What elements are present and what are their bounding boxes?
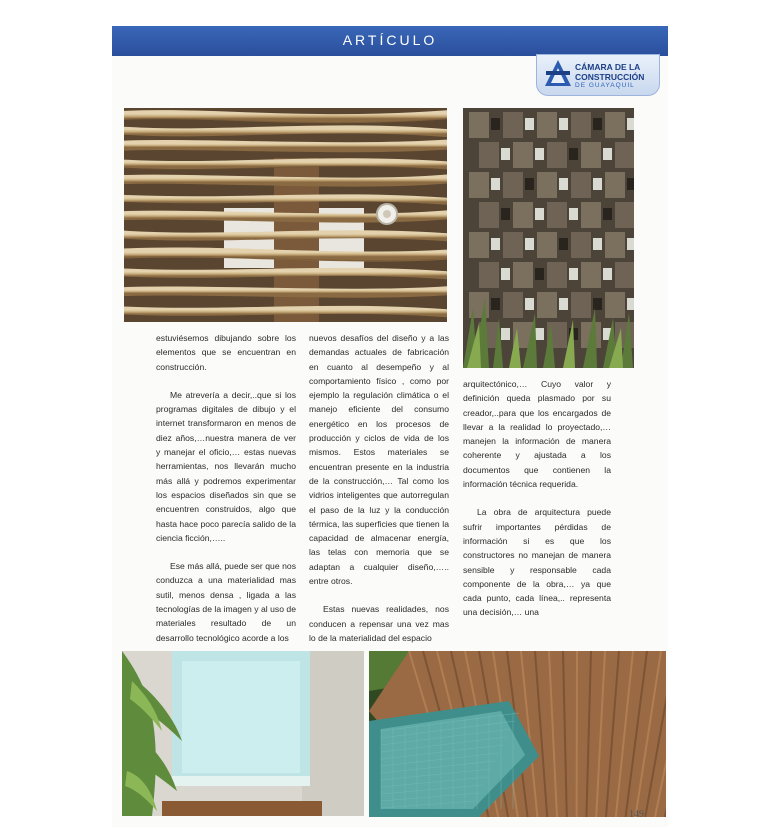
woven-branches-photo [124, 108, 447, 322]
article-column-2 [309, 331, 449, 645]
col3-paragraph-1: arquitectónico,… Cuyo valor y definición queda plasmado por su creador,..para que los encargados de llevar a la realidad lo proyectado,… manejen la información de manera coherente y ajustada a los documentos que contienen la información técnica requerida. [463, 379, 611, 490]
col2-paragraph-1: nuevos desafíos del diseño y a las demandas actuales de fabricación en cuanto al desempeño y al comportamiento físico , como por ejemplo la regulación climática o el manejo eficiente del consumo energético en los procesos de producción y ciclos de vida de los mismos. Estos materiales se encuentran presente en la industria de la construcción,… Tal como los vidrios inteligentes que autorregulan el paso de la luz y la conducción térmica, las superficies que tienen la capacidad de almacenar energía, las telas con memoria que se adaptan a cualquier diseño,….. entre otros. [309, 333, 449, 587]
article-column-1 [156, 331, 296, 645]
brick-facade-photo [463, 108, 634, 368]
pool-with-plants-photo [122, 651, 364, 816]
page-number: 149 [629, 809, 644, 820]
col1-paragraph-1: estuviésemos dibujando sobre los elementos que se encuentran en construcción. [156, 333, 296, 372]
logo-emblem-icon [543, 58, 573, 90]
article-column-3 [463, 377, 611, 620]
col2-paragraph-2: Estas nuevas realidades, nos conducen a repensar una vez mas lo de la materialidad del espacio [309, 604, 449, 643]
section-title: ARTÍCULO [342, 32, 438, 48]
col3-paragraph-2: La obra de arquitectura puede sufrir importantes pérdidas de información si es que los constructores no manejan de manera sensible y responsable cada componente de la obra,… ya que cada punto, cada línea,.. representa una decisión,… una [463, 507, 611, 618]
logo-text-line3: DE GUAYAQUIL [575, 82, 635, 89]
col1-paragraph-3: Ese más allá, puede ser que nos conduzca a una materialidad mas sutil, menos densa , ligada a las tecnologías de la imagen y al uso de materiales resultado de un desarrollo tecnológico acorde a los [156, 561, 296, 643]
pool-with-wooden-deck-photo [369, 651, 666, 817]
camara-construccion-logo [536, 54, 660, 96]
section-header-bar [112, 26, 668, 56]
col1-paragraph-2: Me atrevería a decir,..que si los programas digitales de dibujo y el internet transformaron en menos de diez años,…nuestra manera de ver y manejar el oficio,… estas nuevas herramientas, nos llevarán mucho más allá y podremos experimentar los espacios diseñados sin que se encuentren construidos, algo que hasta hace poco parecía salido de la ciencia ficción,….. [156, 389, 296, 543]
logo-text-line2: CONSTRUCCIÓN [575, 72, 645, 82]
logo-text-line1: CÁMARA DE LA [575, 62, 641, 72]
